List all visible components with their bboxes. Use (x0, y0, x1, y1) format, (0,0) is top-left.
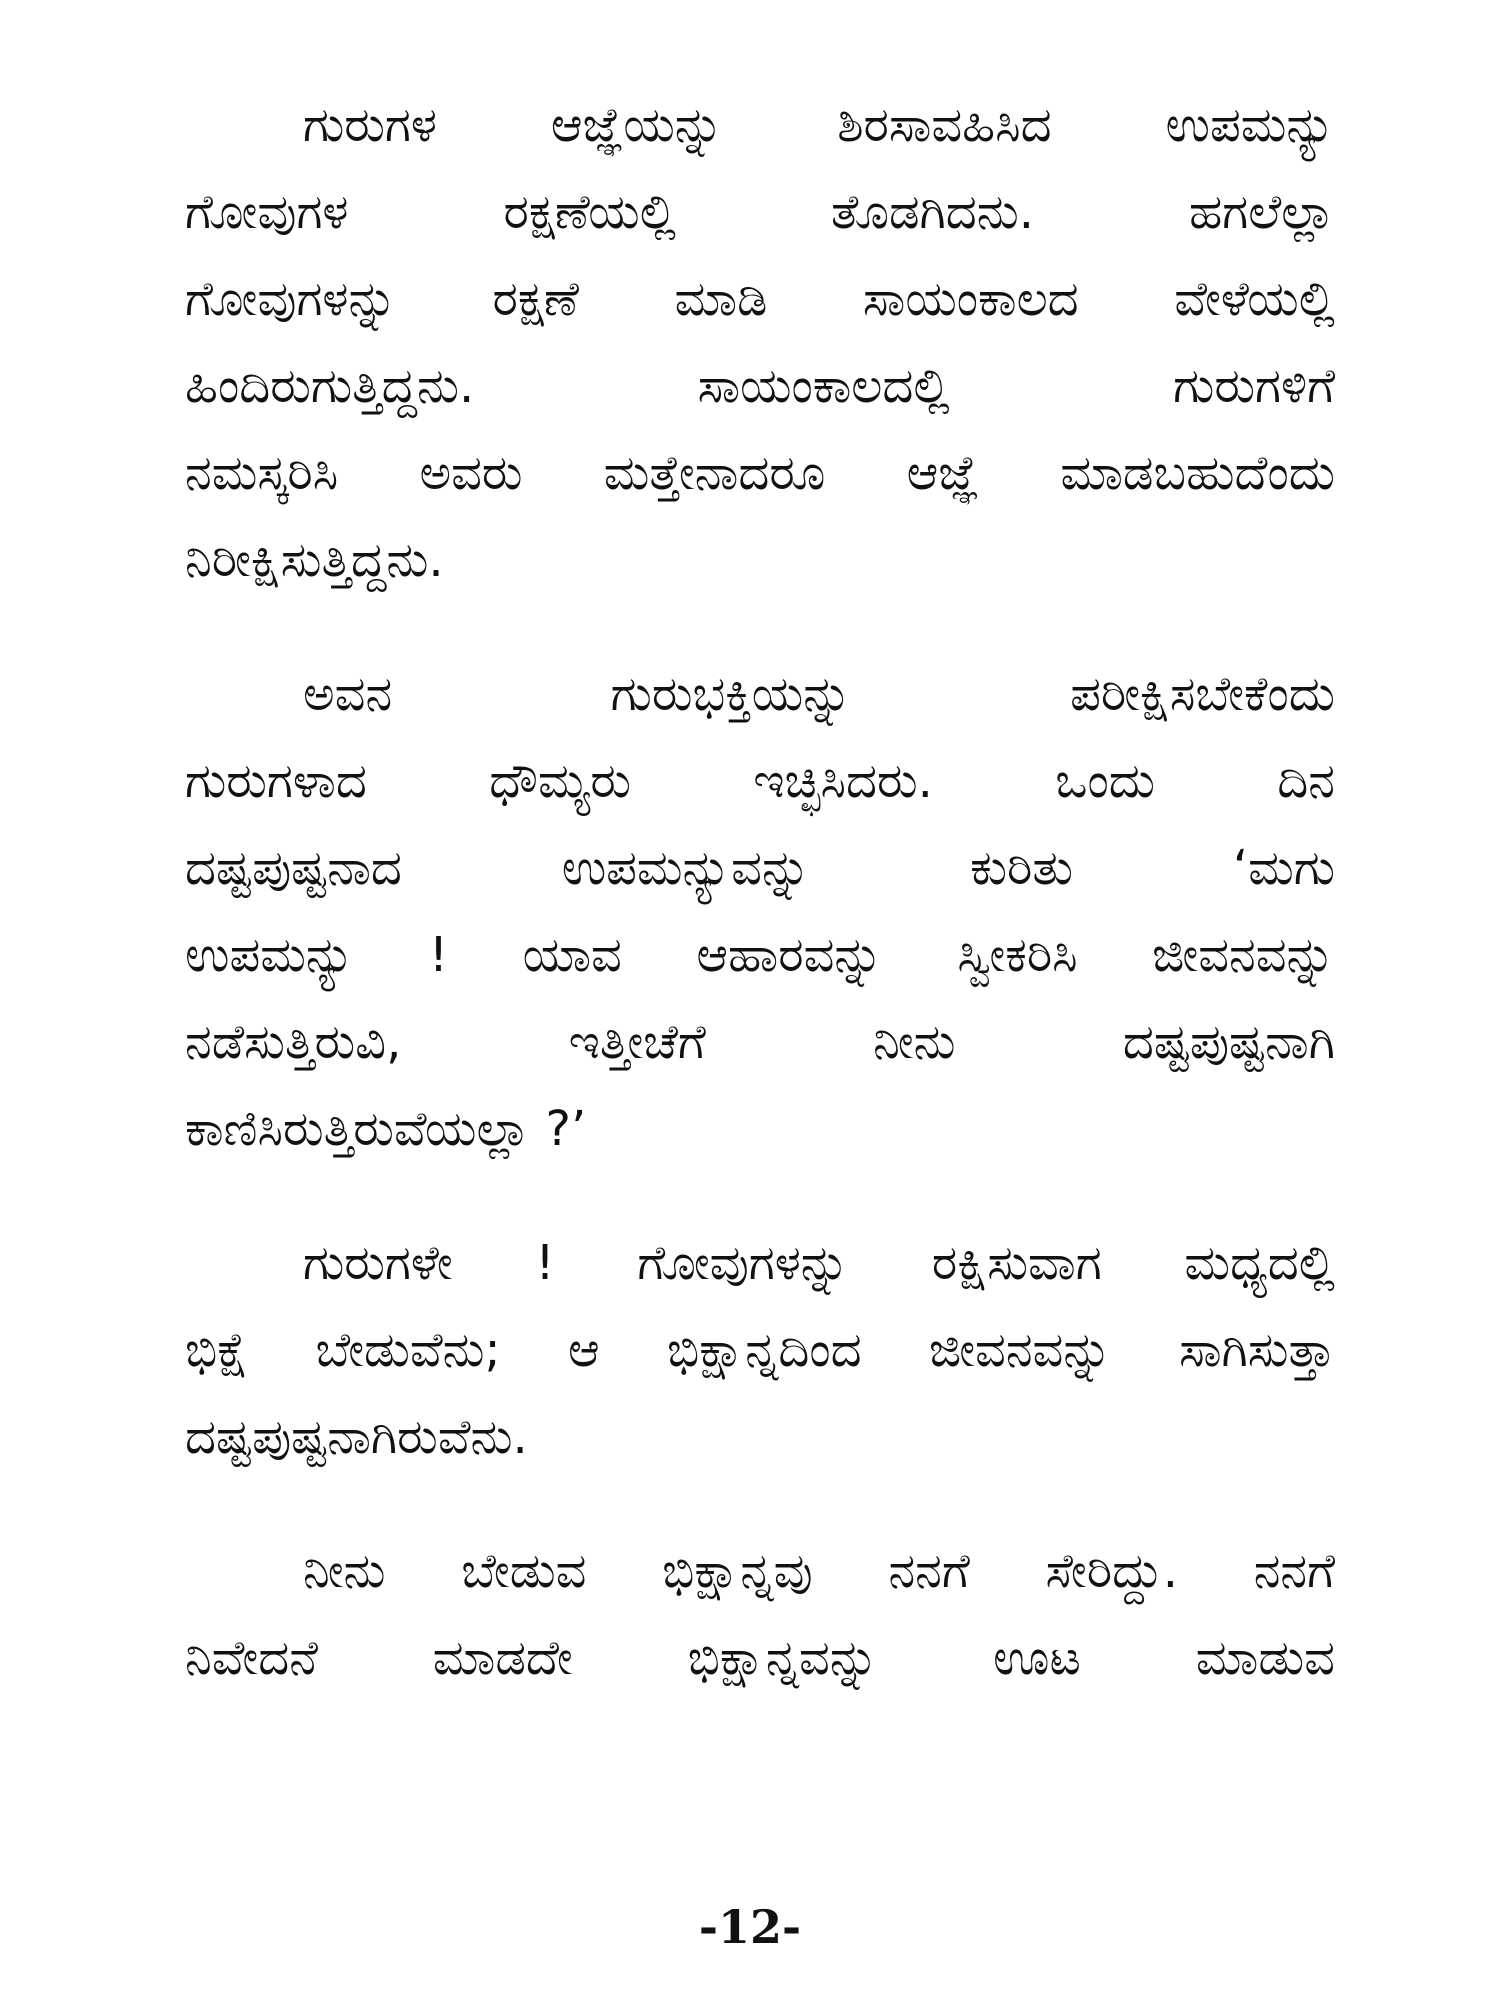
text-line: ಗೋವುಗಳ ರಕ್ಷಣೆಯಲ್ಲಿ ತೊಡಗಿದನು. ಹಗಲೆಲ್ಲಾ (185, 184, 1335, 240)
text-line: ಗುರುಗಳಾದ ಧೌಮ್ಯರು ಇಚ್ಛಿಸಿದರು. ಒಂದು ದಿನ (185, 753, 1335, 809)
text-line: ದಷ್ಟಪುಷ್ಟನಾಗಿರುವೆನು. (185, 1409, 528, 1465)
text-line: ಅವನ ಗುರುಭಕ್ತಿಯನ್ನು ಪರೀಕ್ಷಿಸಬೇಕೆಂದು (303, 666, 1335, 722)
text-line: ನಮಸ್ಕರಿಸಿ ಅವರು ಮತ್ತೇನಾದರೂ ಆಜ್ಞೆ ಮಾಡಬಹುದೆಂದು (185, 445, 1335, 501)
text-line: ಭಿಕ್ಷೆ ಬೇಡುವೆನು; ಆ ಭಿಕ್ಷಾನ್ನದಿಂದ ಜೀವನವನ್ನು ಸಾಗಿಸುತ್ತಾ (185, 1322, 1335, 1378)
text-line: ದಷ್ಟಪುಷ್ಟನಾದ ಉಪಮನ್ಯುವನ್ನು ಕುರಿತು ‘ಮಗು (185, 840, 1335, 896)
text-line: ಗುರುಗಳ ಆಜ್ಞೆಯನ್ನು ಶಿರಸಾವಹಿಸಿದ ಉಪಮನ್ಯು (303, 97, 1335, 153)
body-text (185, 82, 1335, 1702)
paragraph-4 (185, 1528, 1335, 1702)
text-line: ನಿರೀಕ್ಷಿಸುತ್ತಿದ್ದನು. (185, 532, 444, 588)
text-line: ಗೋವುಗಳನ್ನು ರಕ್ಷಣೆ ಮಾಡಿ ಸಾಯಂಕಾಲದ ವೇಳೆಯಲ್ಲಿ (185, 271, 1335, 327)
page-number: -12- (698, 1900, 802, 1954)
text-line: ನೀನು ಬೇಡುವ ಭಿಕ್ಷಾನ್ನವು ನನಗೆ ಸೇರಿದ್ದು. ನನಗೆ (303, 1543, 1335, 1599)
text-line: ಹಿಂದಿರುಗುತ್ತಿದ್ದನು. ಸಾಯಂಕಾಲದಲ್ಲಿ ಗುರುಗಳಿಗೆ (185, 358, 1335, 414)
text-line: ನಡೆಸುತ್ತಿರುವಿ, ಇತ್ತೀಚೆಗೆ ನೀನು ದಷ್ಟಪುಷ್ಟನಾಗಿ (185, 1014, 1335, 1070)
text-line: ಉಪಮನ್ಯು ! ಯಾವ ಆಹಾರವನ್ನು ಸ್ವೀಕರಿಸಿ ಜೀವನವನ್ನು (185, 927, 1335, 983)
paragraph-1 (185, 82, 1335, 604)
text-line: ಕಾಣಿಸಿರುತ್ತಿರುವೆಯಲ್ಲಾ ?’ (185, 1101, 587, 1157)
text-line: ನಿವೇದನೆ ಮಾಡದೇ ಭಿಕ್ಷಾನ್ನವನ್ನು ಊಟ ಮಾಡುವ (185, 1630, 1335, 1686)
paragraph-3 (185, 1220, 1335, 1481)
text-line: ಗುರುಗಳೇ ! ಗೋವುಗಳನ್ನು ರಕ್ಷಿಸುವಾಗ ಮಧ್ಯದಲ್ಲಿ (303, 1235, 1335, 1291)
paragraph-2 (185, 651, 1335, 1173)
